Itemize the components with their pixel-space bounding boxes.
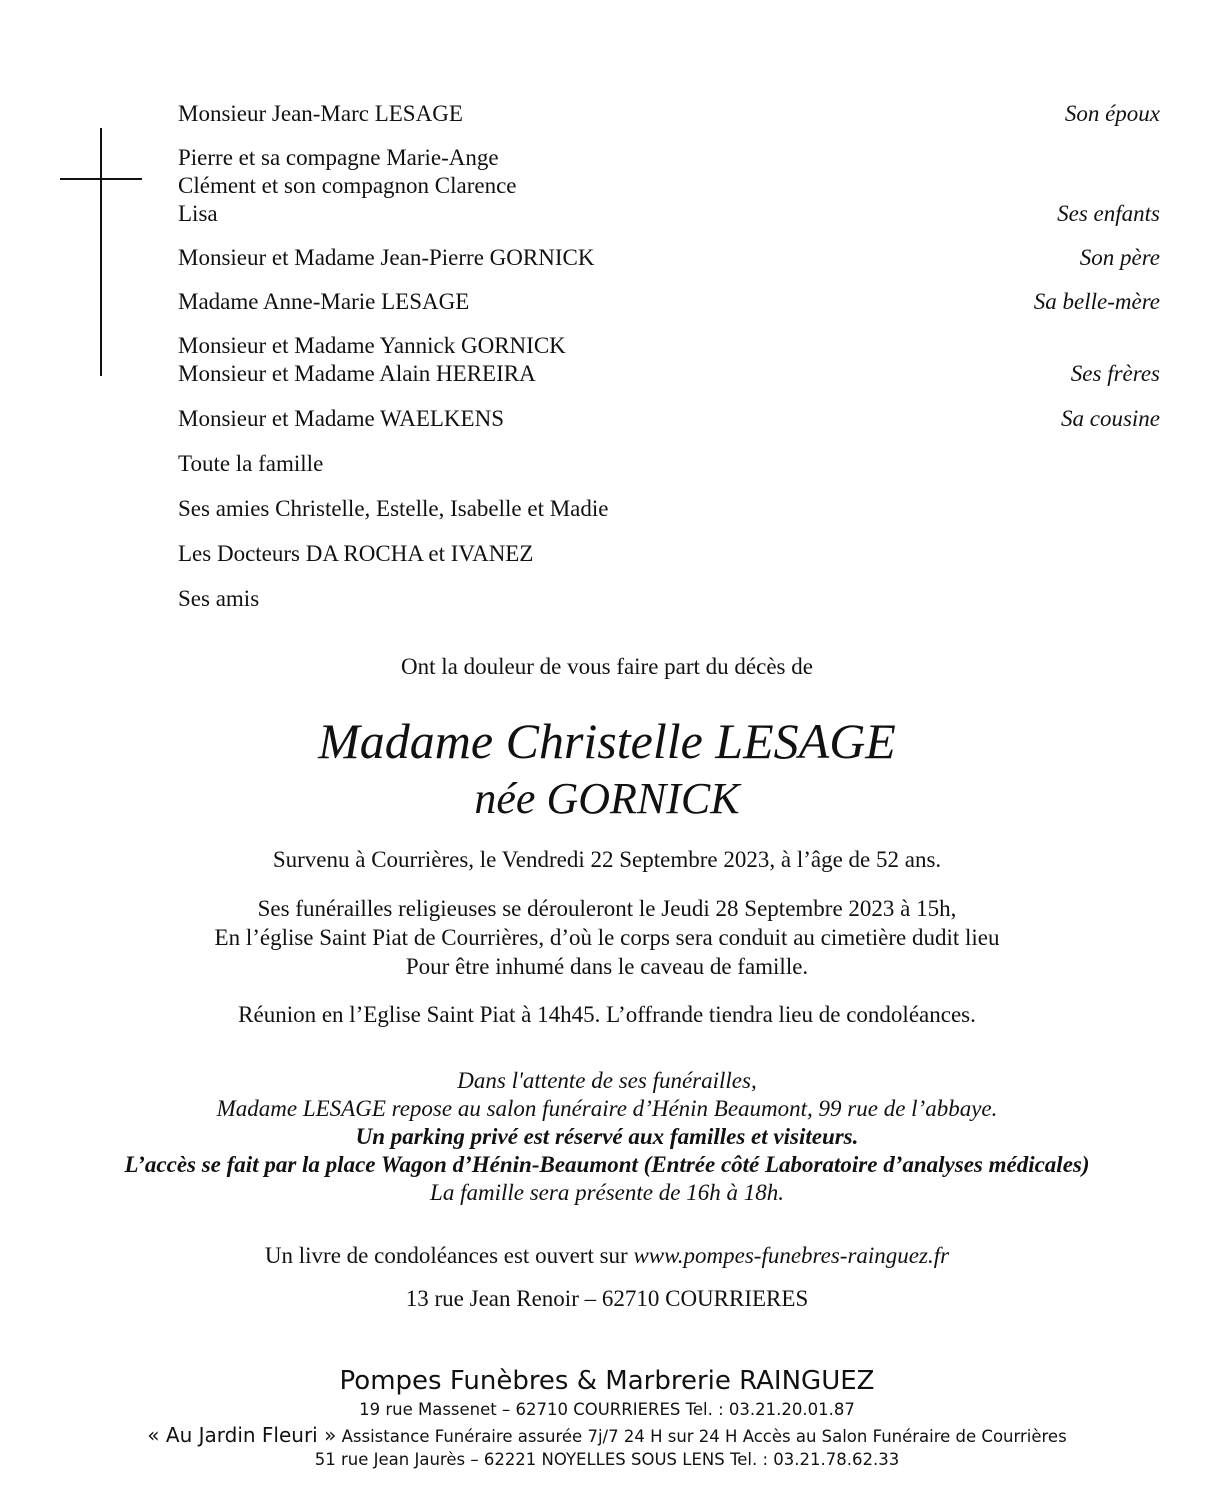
condolences-text: Un livre de condoléances est ouvert sur	[264, 1243, 628, 1268]
family-name: Ses amies Christelle, Estelle, Isabelle et Madie	[178, 496, 609, 521]
family-name: Pierre et sa compagne Marie-Ange	[178, 145, 499, 170]
family-entry	[178, 450, 1160, 478]
condolences-line	[0, 1241, 1214, 1270]
funeral-line: En l’église Saint Piat de Courrières, d’où le corps sera conduit au cimetière dudit lieu	[214, 925, 1000, 950]
deceased-name: Madame Christelle LESAGE	[318, 713, 896, 769]
family-relation: Sa belle-mère	[1033, 289, 1160, 314]
family-entry	[178, 405, 1160, 433]
family-name: Clément et son compagnon Clarence	[178, 173, 517, 198]
funeral-home-name: Pompes Funèbres & Marbrerie RAINGUEZ	[339, 1366, 875, 1396]
family-relation: Ses frères	[1070, 361, 1160, 386]
family-relation: Sa cousine	[1060, 406, 1160, 431]
family-entry	[178, 144, 1160, 228]
family-relation: Ses enfants	[1057, 201, 1160, 226]
family-entry	[178, 332, 1160, 388]
funeral-details	[0, 894, 1214, 981]
funeral-home-services: Assistance Funéraire assurée 7j/7 24 H sur 24 H Accès au Salon Funéraire de Courrières	[341, 1427, 1067, 1446]
funeral-line: Pour être inhumé dans le caveau de famille.	[405, 954, 809, 979]
family-name: Monsieur et Madame WAELKENS	[178, 406, 504, 431]
family-entry	[178, 495, 1160, 523]
salon-line: L’accès se fait par la place Wagon d’Hénin-Beaumont (Entrée côté Laboratoire d’analyses médicales)	[124, 1152, 1090, 1177]
family-name: Lisa	[178, 201, 218, 226]
condolences-url[interactable]: www.pompes-funebres-rainguez.fr	[633, 1243, 950, 1268]
cross-icon-vertical	[100, 128, 102, 376]
salon-line: Dans l'attente de ses funérailles,	[457, 1068, 757, 1093]
condolences-address: 13 rue Jean Renoir – 62710 COURRIERES	[405, 1286, 809, 1311]
family-relation: Son père	[1079, 245, 1160, 270]
family-entry	[178, 244, 1160, 272]
family-entry	[178, 288, 1160, 316]
family-entry	[178, 100, 1160, 128]
funeral-line: Ses funérailles religieuses se dérouleront le Jeudi 28 Septembre 2023 à 15h,	[257, 896, 957, 921]
family-entry	[178, 585, 1160, 613]
family-name: Toute la famille	[178, 451, 324, 476]
reunion-info: Réunion en l’Eglise Saint Piat à 14h45. L’offrande tiendra lieu de condoléances.	[238, 1002, 976, 1027]
family-name: Monsieur et Madame Alain HEREIRA	[178, 361, 536, 386]
maiden-name: née GORNICK	[474, 774, 740, 823]
funeral-home-address-2: 51 rue Jean Jaurès – 62221 NOYELLES SOUS LENS Tel. : 03.21.78.62.33	[314, 1450, 900, 1469]
family-name: Ses amis	[178, 586, 260, 611]
cross-icon-horizontal	[60, 178, 142, 180]
family-name: Monsieur et Madame Jean-Pierre GORNICK	[178, 245, 595, 270]
family-name: Madame Anne-Marie LESAGE	[178, 289, 470, 314]
salon-line: Un parking privé est réservé aux familles et visiteurs.	[355, 1124, 859, 1149]
funeral-home-address: 19 rue Massenet – 62710 COURRIERES Tel. : 03.21.20.01.87	[359, 1400, 855, 1419]
family-entry	[178, 540, 1160, 568]
family-relation: Son époux	[1064, 101, 1160, 126]
family-name: Les Docteurs DA ROCHA et IVANEZ	[178, 541, 534, 566]
announcement-intro: Ont la douleur de vous faire part du décès de	[401, 654, 813, 679]
salon-info	[0, 1067, 1214, 1207]
death-info: Survenu à Courrières, le Vendredi 22 Septembre 2023, à l’âge de 52 ans.	[272, 847, 942, 872]
salon-line: La famille sera présente de 16h à 18h.	[430, 1180, 784, 1205]
family-list	[178, 100, 1160, 613]
funeral-home-services-line	[0, 1423, 1214, 1449]
family-name: Monsieur Jean-Marc LESAGE	[178, 101, 463, 126]
garden-name: « Au Jardin Fleuri »	[147, 1423, 337, 1447]
family-name: Monsieur et Madame Yannick GORNICK	[178, 333, 566, 358]
salon-line: Madame LESAGE repose au salon funéraire d’Hénin Beaumont, 99 rue de l’abbaye.	[216, 1096, 998, 1121]
